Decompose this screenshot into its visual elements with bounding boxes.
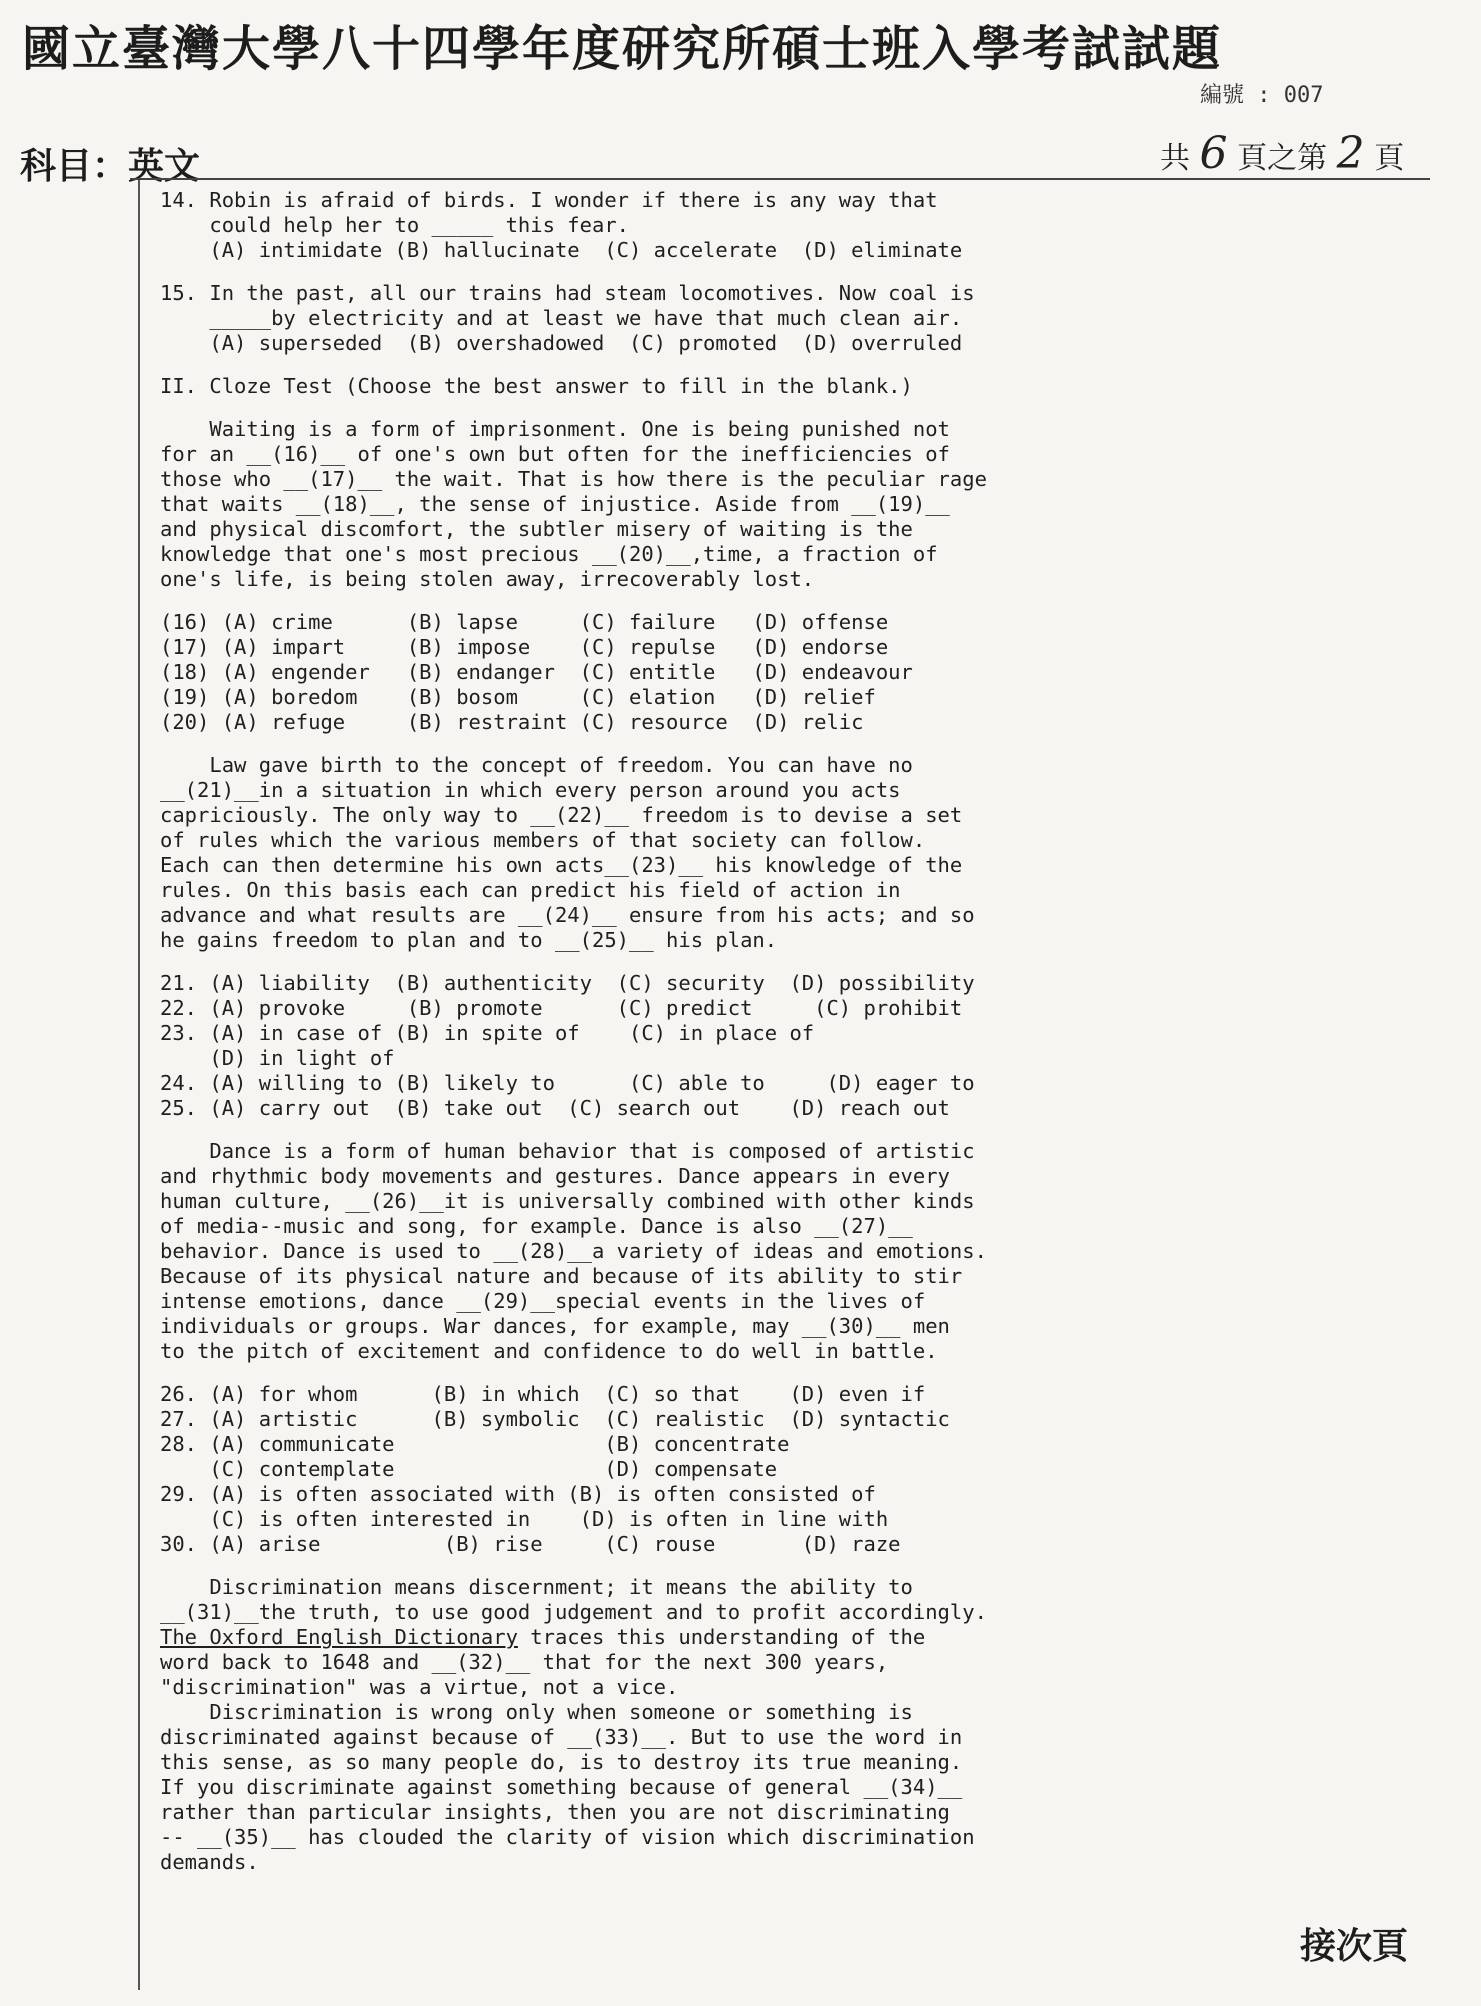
passage-line: and physical discomfort, the subtler misery of waiting is the xyxy=(160,517,913,541)
passage-line: of media--music and song, for example. Dance is also __(27)__ xyxy=(160,1214,913,1238)
option-row: 22. (A) provoke (B) promote (C) predict (C) prohibit xyxy=(160,996,963,1020)
passage-line: human culture, __(26)__it is universally combined with other kinds xyxy=(160,1189,975,1213)
passage-line: "discrimination" was a virtue, not a vice. xyxy=(160,1675,679,1699)
passage-line: word back to 1648 and __(32)__ that for the next 300 years, xyxy=(160,1650,889,1674)
question-14 xyxy=(160,188,1220,263)
passage-line: to the pitch of excitement and confidence to do well in battle. xyxy=(160,1339,938,1363)
section-heading-cloze: II. Cloze Test (Choose the best answer to fill in the blank.) xyxy=(160,374,913,398)
option-row: 24. (A) willing to (B) likely to (C) able to (D) eager to xyxy=(160,1071,975,1095)
subject-label: 科目：英文 xyxy=(20,145,201,187)
passage-discrimination xyxy=(160,1575,1220,1875)
passage-line: for an __(16)__ of one's own but often for the inefficiencies of xyxy=(160,442,950,466)
continue-next-page: 接次頁 xyxy=(1300,1925,1409,1967)
passage-line: he gains freedom to plan and to __(25)__ his plan. xyxy=(160,928,778,952)
options-26-30 xyxy=(160,1382,1220,1557)
question-line: _____by electricity and at least we have that much clean air. xyxy=(160,306,963,330)
page-total: 6 xyxy=(1199,128,1228,179)
passage-line-rest: traces this understanding of the xyxy=(517,1625,926,1649)
passage-line: Discrimination means discernment; it means the ability to xyxy=(160,1575,913,1599)
passage-line: rather than particular insights, then you are not discriminating xyxy=(160,1800,950,1824)
options-21-25 xyxy=(160,971,1220,1121)
exam-title: 國立臺灣大學八十四學年度研究所碩士班入學考試試題 xyxy=(22,21,1223,77)
passage-line: advance and what results are __(24)__ ensure from his acts; and so xyxy=(160,903,975,927)
option-row: 26. (A) for whom (B) in which (C) so that (D) even if xyxy=(160,1382,926,1406)
page-current: 2 xyxy=(1336,128,1365,179)
book-title: The Oxford English Dictionary xyxy=(160,1625,518,1649)
page-mid: 頁之第 xyxy=(1237,141,1328,176)
option-row: 21. (A) liability (B) authenticity (C) security (D) possibility xyxy=(160,971,975,995)
passage-line: those who __(17)__ the wait. That is how there is the peculiar rage xyxy=(160,467,987,491)
question-options: (A) superseded (B) overshadowed (C) promoted (D) overruled xyxy=(160,331,963,355)
option-row: (19) (A) boredom (B) bosom (C) elation (D) relief xyxy=(160,685,876,709)
passage-dance xyxy=(160,1139,1220,1364)
option-row: 29. (A) is often associated with (B) is often consisted of xyxy=(160,1482,876,1506)
option-row: 23. (A) in case of (B) in spite of (C) in place of xyxy=(160,1021,815,1045)
question-15 xyxy=(160,281,1220,356)
exam-code: 編號 : 007 xyxy=(1200,83,1324,108)
left-margin-line xyxy=(138,180,140,1990)
passage-line: Because of its physical nature and because of its ability to stir xyxy=(160,1264,963,1288)
passage-line: and rhythmic body movements and gestures. Dance appears in every xyxy=(160,1164,950,1188)
passage-line: intense emotions, dance __(29)__special events in the lives of xyxy=(160,1289,926,1313)
passage-line: capriciously. The only way to __(22)__ freedom is to devise a set xyxy=(160,803,963,827)
passage-line: discriminated against because of __(33)__. But to use the word in xyxy=(160,1725,963,1749)
question-line: 15. In the past, all our trains had steam locomotives. Now coal is xyxy=(160,281,975,305)
question-line: 14. Robin is afraid of birds. I wonder if there is any way that xyxy=(160,188,938,212)
option-row: (C) is often interested in (D) is often in line with xyxy=(160,1507,889,1531)
passage-line: this sense, as so many people do, is to destroy its true meaning. xyxy=(160,1750,963,1774)
passage-line: __(21)__in a situation in which every person around you acts xyxy=(160,778,901,802)
option-row: 28. (A) communicate (B) concentrate xyxy=(160,1432,790,1456)
option-row: 30. (A) arise (B) rise (C) rouse (D) raze xyxy=(160,1532,901,1556)
passage-waiting xyxy=(160,417,1220,592)
passage-line: behavior. Dance is used to __(28)__a variety of ideas and emotions. xyxy=(160,1239,987,1263)
option-row: (20) (A) refuge (B) restraint (C) resource (D) relic xyxy=(160,710,864,734)
passage-line: demands. xyxy=(160,1850,259,1874)
question-line: could help her to _____ this fear. xyxy=(160,213,629,237)
passage-line: Waiting is a form of imprisonment. One is being punished not xyxy=(160,417,950,441)
page-suffix: 頁 xyxy=(1374,141,1405,176)
exam-content xyxy=(160,188,1220,1875)
option-row: (18) (A) engender (B) endanger (C) entitle (D) endeavour xyxy=(160,660,913,684)
option-row: (D) in light of xyxy=(160,1046,395,1070)
question-options: (A) intimidate (B) hallucinate (C) accelerate (D) eliminate xyxy=(160,238,963,262)
passage-line xyxy=(160,1625,1220,1650)
passage-line: If you discriminate against something because of general __(34)__ xyxy=(160,1775,963,1799)
passage-line: Dance is a form of human behavior that is composed of artistic xyxy=(160,1139,975,1163)
top-divider xyxy=(130,178,1430,180)
option-row: (17) (A) impart (B) impose (C) repulse (D) endorse xyxy=(160,635,889,659)
passage-line: one's life, is being stolen away, irrecoverably lost. xyxy=(160,567,815,591)
passage-line: rules. On this basis each can predict his field of action in xyxy=(160,878,901,902)
passage-line: of rules which the various members of that society can follow. xyxy=(160,828,926,852)
passage-line: knowledge that one's most precious __(20)__,time, a fraction of xyxy=(160,542,938,566)
page-total-prefix: 共 xyxy=(1160,141,1190,176)
option-row: 27. (A) artistic (B) symbolic (C) realistic (D) syntactic xyxy=(160,1407,950,1431)
passage-line: Discrimination is wrong only when someone or something is xyxy=(160,1700,913,1724)
page-number xyxy=(1160,128,1404,179)
options-16-20 xyxy=(160,610,1220,735)
passage-law-freedom xyxy=(160,753,1220,953)
passage-line: that waits __(18)__, the sense of injustice. Aside from __(19)__ xyxy=(160,492,950,516)
option-row: 25. (A) carry out (B) take out (C) search out (D) reach out xyxy=(160,1096,950,1120)
passage-line: __(31)__the truth, to use good judgement and to profit accordingly. xyxy=(160,1600,987,1624)
passage-line: Each can then determine his own acts__(23)__ his knowledge of the xyxy=(160,853,963,877)
passage-line: -- __(35)__ has clouded the clarity of vision which discrimination xyxy=(160,1825,975,1849)
option-row: (C) contemplate (D) compensate xyxy=(160,1457,778,1481)
passage-line: Law gave birth to the concept of freedom. You can have no xyxy=(160,753,913,777)
option-row: (16) (A) crime (B) lapse (C) failure (D) offense xyxy=(160,610,889,634)
passage-line: individuals or groups. War dances, for example, may __(30)__ men xyxy=(160,1314,950,1338)
